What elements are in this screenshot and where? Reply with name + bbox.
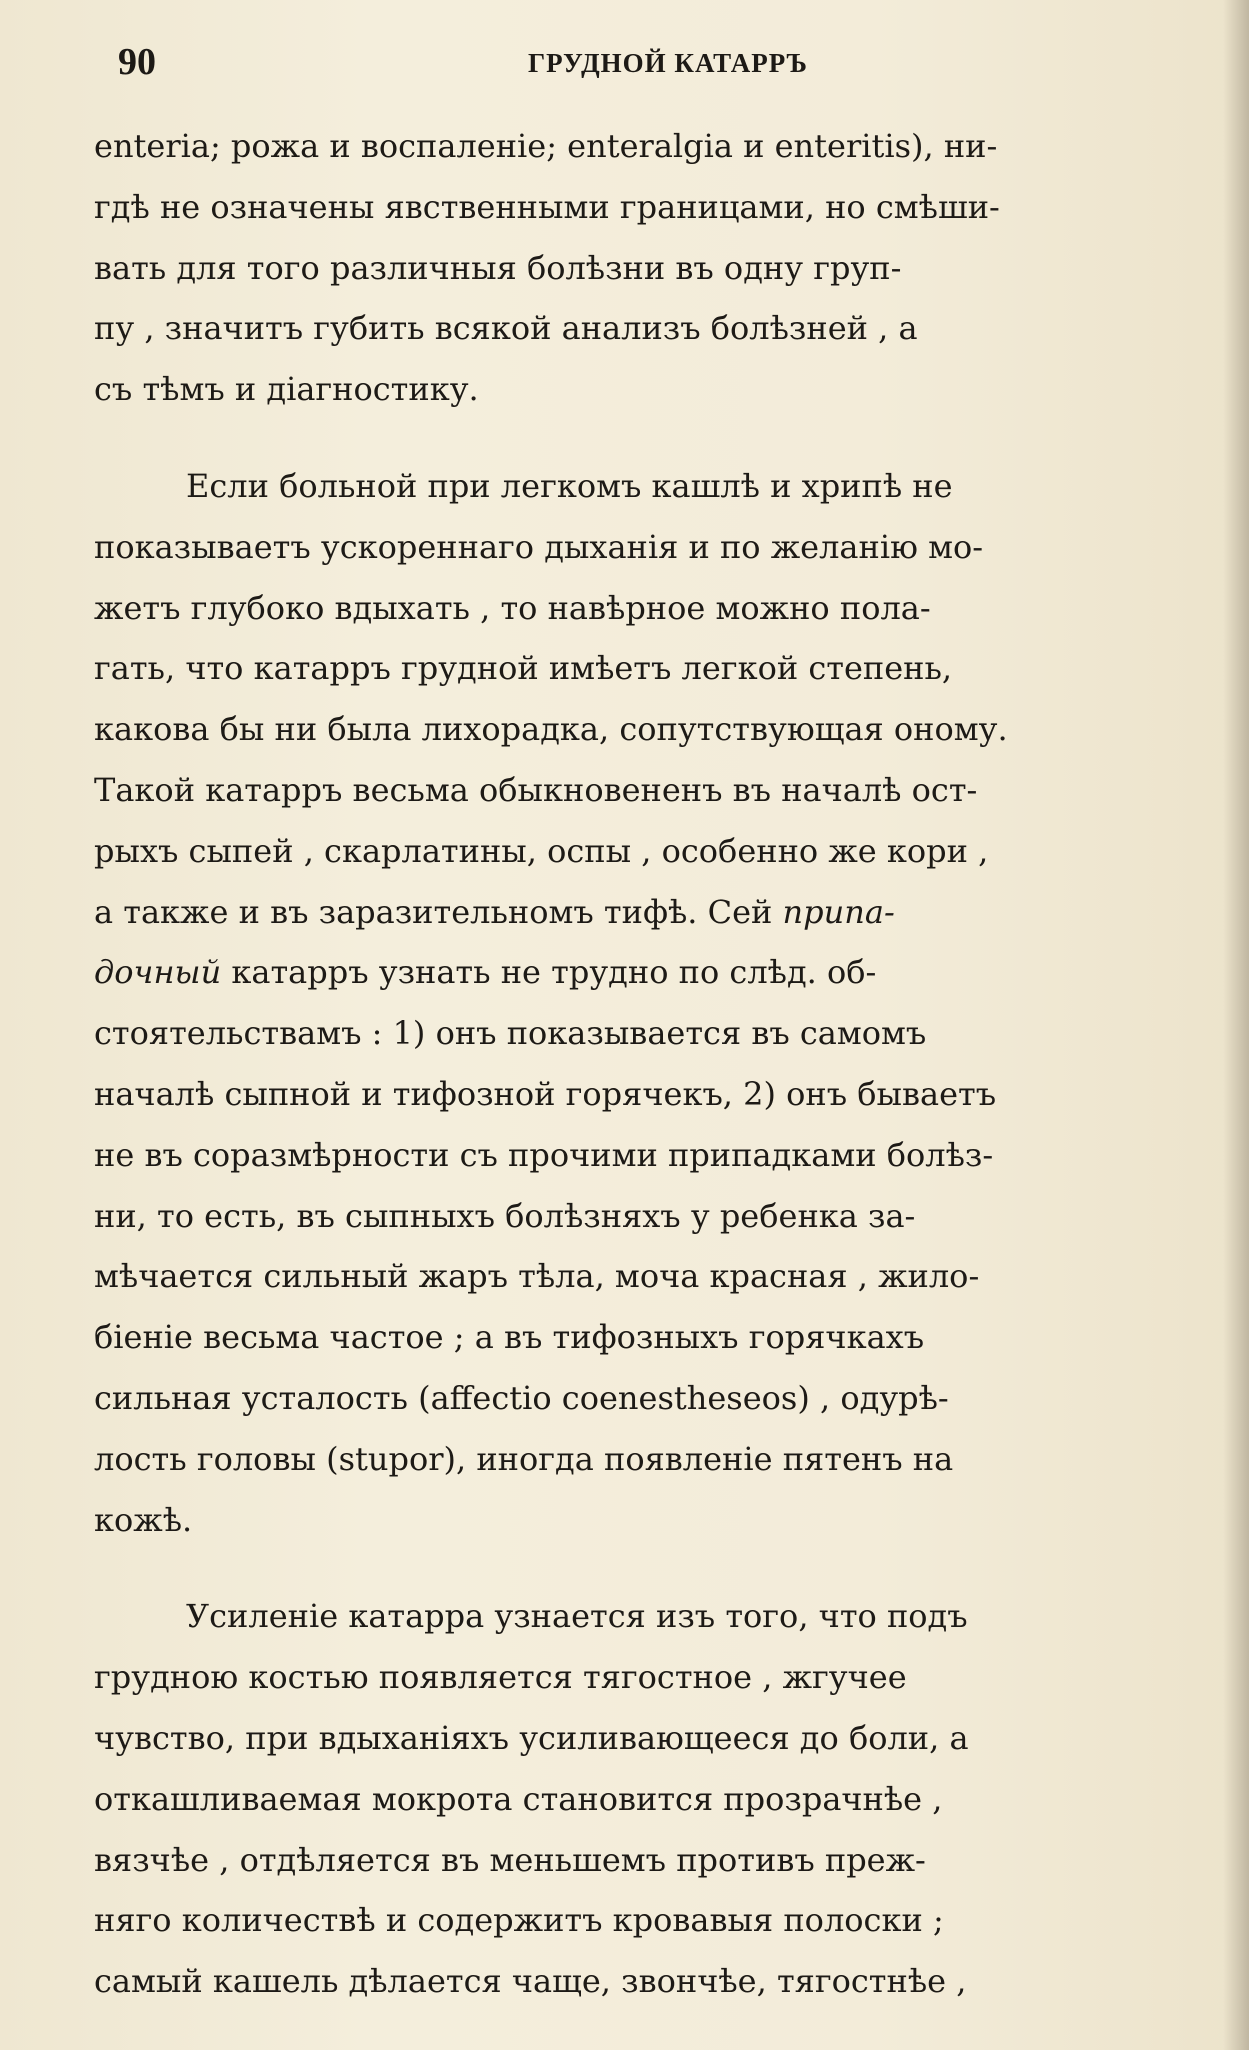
text-line: Усиленіе катарра узнается изъ того, что подъ	[186, 1597, 968, 1636]
text-line: вязчѣе , отдѣляется въ меньшемъ противъ преж-	[94, 1840, 926, 1879]
paragraph-1	[94, 116, 1194, 420]
text-line: Такой катарръ весьма обыкновененъ въ началѣ ост-	[94, 770, 978, 809]
text-line: сильная усталость (affectio coenestheseos) , одурѣ-	[94, 1378, 949, 1417]
text-line: гать, что катарръ грудной имѣетъ легкой степень,	[94, 649, 953, 688]
text-line	[94, 882, 1194, 943]
text-line: откашливаемая мокрота становится прозрачнѣе ,	[94, 1779, 943, 1818]
text-line: Если больной при легкомъ кашлѣ и хрипѣ не	[186, 466, 953, 505]
paragraph-gap	[94, 1550, 1194, 1586]
paragraph-2	[94, 456, 1194, 1550]
text-line: гдѣ не означены явственными границами, но смѣши-	[94, 187, 1000, 226]
text-line: вать для того различныя болѣзни въ одну груп-	[94, 248, 902, 287]
page-number: 90	[118, 41, 156, 83]
italic-term: припа-	[782, 892, 895, 931]
text-line: рыхъ сыпей , скарлатины, оспы , особенно же кори ,	[94, 831, 989, 870]
italic-term: дочный	[94, 953, 222, 992]
text-line: няго количествѣ и содержитъ кровавыя полоски ;	[94, 1901, 944, 1940]
text-segment: катарръ узнать не трудно по слѣд. об-	[231, 953, 877, 992]
text-line: кожѣ.	[94, 1500, 193, 1539]
text-line: ни, то есть, въ сыпныхъ болѣзняхъ у ребенка за-	[94, 1196, 916, 1235]
body-text	[94, 116, 1194, 2012]
text-line: жетъ глубоко вдыхать , то навѣрное можно пола-	[94, 588, 931, 627]
text-line: какова бы ни была лихорадка, сопутствующая оному.	[94, 710, 1008, 749]
text-line: началѣ сыпной и тифозной горячекъ, 2) онъ бываетъ	[94, 1074, 997, 1113]
text-line: грудною костью появляется тягостное , жгучее	[94, 1658, 907, 1697]
text-line: стоятельствамъ : 1) онъ показывается въ самомъ	[94, 1014, 927, 1053]
paragraph-gap	[94, 420, 1194, 456]
text-line: показываетъ ускореннаго дыханія и по желанію мо-	[94, 527, 984, 566]
text-line: біеніе весьма частое ; а въ тифозныхъ горячкахъ	[94, 1318, 925, 1357]
text-line: не въ соразмѣрности съ прочими припадками болѣз-	[94, 1135, 994, 1174]
text-line: мѣчается сильный жаръ тѣла, моча красная , жило-	[94, 1257, 980, 1296]
text-line: лость головы (stupor), иногда появленіе пятенъ на	[94, 1439, 954, 1478]
paragraph-3	[94, 1586, 1194, 2012]
text-line: enteria; рожа и воспаленіе; enteralgia и enteritis), ни-	[94, 127, 998, 165]
text-line: самый кашель дѣлается чаще, звончѣе, тягостнѣе ,	[94, 1962, 967, 2001]
text-segment: а также и въ заразительномъ тифѣ. Сей	[94, 892, 773, 931]
page-gutter-shadow	[1223, 0, 1249, 2050]
text-line: чувство, при вдыханіяхъ усиливающееся до боли, а	[94, 1718, 969, 1757]
text-line	[94, 942, 1194, 1003]
text-line: пу , значитъ губить всякой анализъ болѣзней , а	[94, 309, 918, 348]
page-header	[118, 42, 1178, 82]
running-head: ГРУДНОЙ КАТАРРЪ	[528, 48, 808, 78]
text-line: съ тѣмъ и діагностику.	[94, 370, 479, 409]
